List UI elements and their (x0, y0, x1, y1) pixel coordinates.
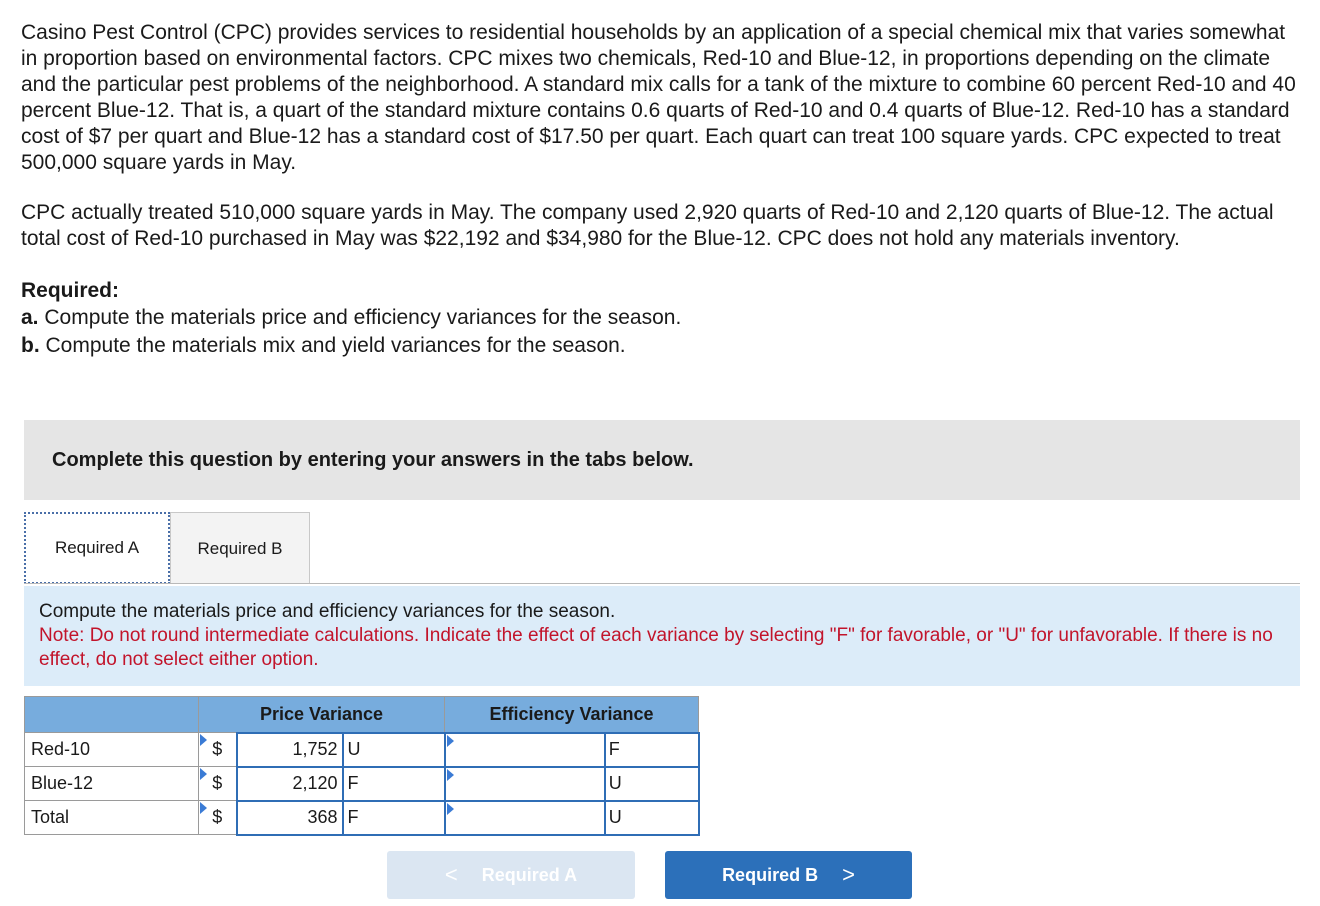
problem-paragraph-2: CPC actually treated 510,000 square yards in May. The company used 2,920 quarts of Red-10 and 2,120 quarts of Blue-12. The actual total cost of Red-10 purchased in May was $22,192 and $34,980 for the Blue-12. CPC does not hold any materials inventory. (21, 201, 1274, 250)
header-efficiency-variance: Efficiency Variance (445, 697, 699, 733)
problem-paragraph-1: Casino Pest Control (CPC) provides services to residential households by an application of a special chemical mix that varies somewhat in proportion based on environmental factors. CPC mixes two chemicals, Red-10 and Blue-12, in proportions depending on the climate and the particular pest problems of the neighborhood. A standard mix calls for a tank of the mixture to combine 60 percent Red-10 and 40 percent Blue-12. That is, a quart of the standard mixture contains 0.6 quarts of Red-10 and 0.4 quarts of Blue-12. Red-10 has a standard cost of $7 per quart and Blue-12 has a standard cost of $17.50 per quart. Each quart can treat 100 square yards. CPC expected to treat 500,000 square yards in May. (21, 21, 1296, 174)
currency-text: $ (212, 739, 223, 759)
blue-12-price-flag-select[interactable]: F (343, 767, 445, 801)
required-a (21, 304, 1306, 332)
required-b-text: Compute the materials mix and yield variances for the season. (45, 334, 626, 357)
table-row (25, 801, 699, 835)
tab-required-b[interactable]: Required B (170, 512, 310, 584)
red-10-price-flag-select[interactable]: U (343, 733, 445, 767)
currency-text: $ (212, 773, 223, 793)
row-label-blue-12: Blue-12 (25, 767, 199, 801)
next-button-label: Required B (722, 864, 819, 885)
input-marker-icon (200, 768, 207, 780)
required-b-key: b. (21, 334, 40, 357)
required-a-text: Compute the materials price and efficiency variances for the season. (44, 306, 682, 329)
header-blank (25, 697, 199, 733)
total-price-input[interactable]: 368 (237, 801, 343, 835)
input-marker-icon (200, 734, 207, 746)
required-a-key: a. (21, 306, 39, 329)
chevron-right-icon: > (842, 862, 855, 887)
tab-required-a[interactable]: Required A (24, 512, 170, 584)
variance-table (24, 696, 700, 836)
row-label-red-10: Red-10 (25, 733, 199, 767)
currency-symbol (199, 801, 237, 835)
currency-symbol (199, 767, 237, 801)
required-b (21, 332, 1306, 360)
prev-required-a-button[interactable] (387, 851, 635, 899)
table-row (25, 733, 699, 767)
instruction-main: Compute the materials price and efficiency variances for the season. (39, 601, 616, 622)
prev-button-label: Required A (481, 864, 578, 885)
red-10-price-input[interactable]: 1,752 (237, 733, 343, 767)
input-marker-icon (447, 735, 454, 747)
total-price-flag-select[interactable]: F (343, 801, 445, 835)
table-header-row (25, 697, 699, 733)
input-marker-icon (200, 802, 207, 814)
input-marker-icon (447, 769, 454, 781)
header-price-variance: Price Variance (199, 697, 445, 733)
red-10-efficiency-input[interactable] (445, 733, 605, 767)
currency-symbol (199, 733, 237, 767)
input-marker-icon (447, 803, 454, 815)
blue-12-efficiency-flag-select[interactable]: U (605, 767, 699, 801)
required-title: Required: (21, 279, 120, 302)
instruction-note: Note: Do not round intermediate calculations. Indicate the effect of each variance by selecting "F" for favorable, or "U" for unfavorable. If there is no effect, do not select either option. (39, 625, 1273, 670)
table-row (25, 767, 699, 801)
next-required-b-button[interactable] (665, 851, 912, 899)
red-10-efficiency-flag-select[interactable]: F (605, 733, 699, 767)
total-efficiency-input[interactable] (445, 801, 605, 835)
tab-instructions (24, 586, 1300, 686)
currency-text: $ (212, 807, 223, 827)
blue-12-price-input[interactable]: 2,120 (237, 767, 343, 801)
row-label-total: Total (25, 801, 199, 835)
problem-statement (21, 20, 1306, 360)
chevron-left-icon: < (444, 862, 458, 887)
instruction-banner: Complete this question by entering your answers in the tabs below. (24, 420, 1300, 500)
blue-12-efficiency-input[interactable] (445, 767, 605, 801)
tab-divider (24, 583, 1300, 584)
total-efficiency-flag-select[interactable]: U (605, 801, 699, 835)
